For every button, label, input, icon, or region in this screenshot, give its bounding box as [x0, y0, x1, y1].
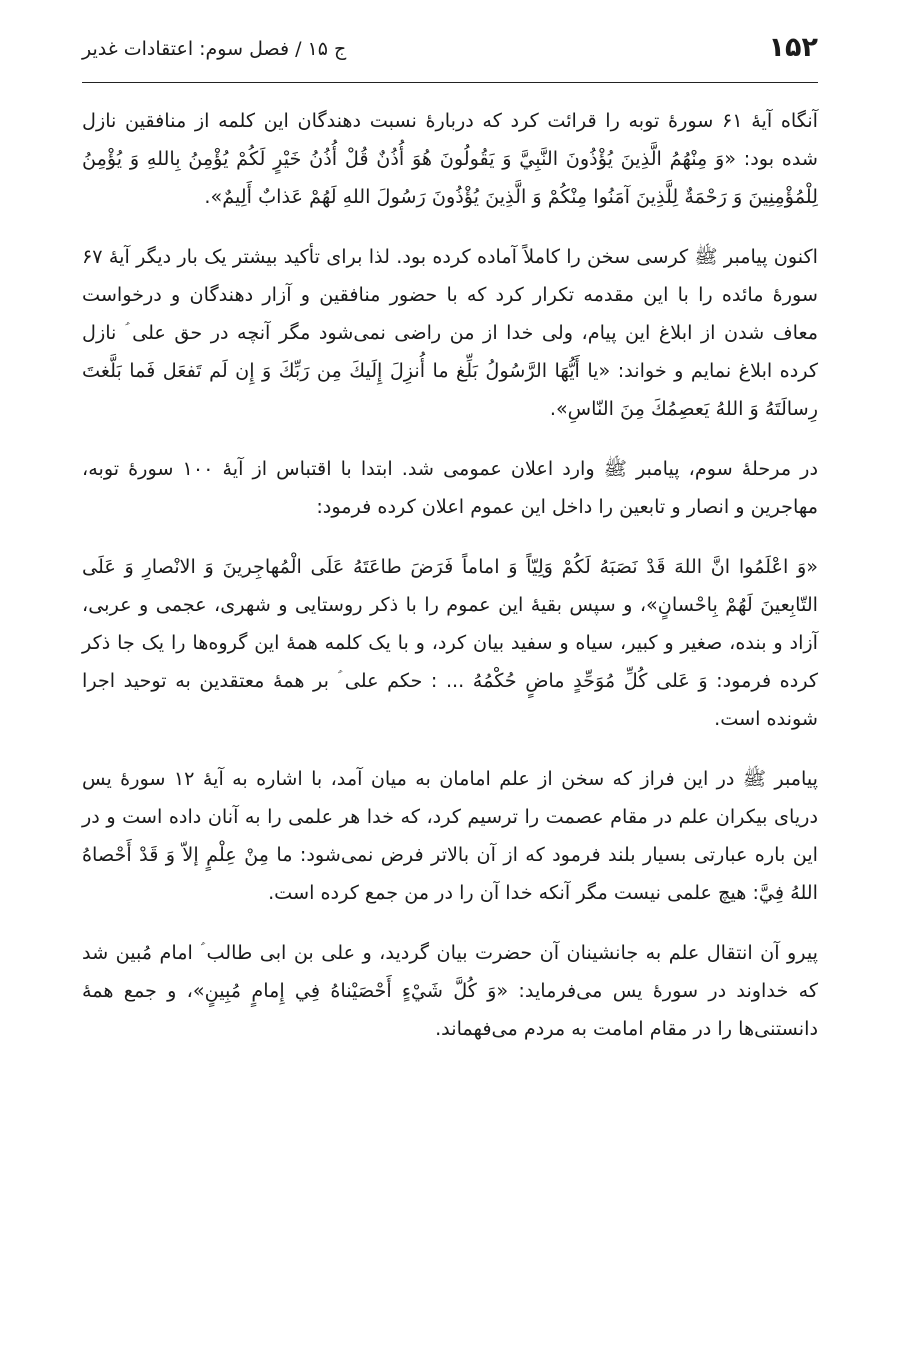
- paragraph: آنگاه آیهٔ ۶۱ سورهٔ توبه را قرائت کرد که دربارهٔ نسبت دهندگان این کلمه از منافقین نازل شده بود: «وَ مِنْهُمُ الَّذِينَ يُؤْذُونَ النَّبِيَّ وَ يَقُولُونَ هُوَ أُذُنٌ قُلْ أُذُنُ خَيْرٍ لَكُمْ يُؤْمِنُ بِاللهِ وَ يُؤْمِنُ لِلْمُؤْمِنِينَ وَ رَحْمَةٌ لِلَّذِينَ آمَنُوا مِنْكُمْ وَ الَّذِينَ يُؤْذُونَ رَسُولَ اللهِ لَهُمْ عَذابٌ أَلِيمٌ».: [82, 109, 819, 208]
- page-body: [82, 102, 818, 1070]
- paragraph: اکنون پیامبر ﷺ کرسی سخن را کاملاً آماده کرده بود. لذا برای تأکید بیشتر یک بار دیگر آیهٔ ۶۷ سورهٔ مائده را با این مقدمه تکرار کرد که با حضور منافقین و آزار دهندگان و درخواست معاف شدن از ابلاغ این پیام، ولی خدا از من راضی نمی‌شود مگر آنچه در حق علی ؑ نازل کرده ابلاغ نمایم و خواند: «يا أَيُّهَا الرَّسُولُ بَلِّغ ما أُنزِلَ إِلَيكَ مِن رَبِّكَ وَ إِن لَم تَفعَل فَما بَلَّغتَ رِسالَتَهُ وَ اللهُ يَعصِمُكَ مِنَ النّاسِ».: [82, 245, 818, 420]
- page-number: ۱۵۲: [768, 32, 818, 63]
- paragraph: پیرو آن انتقال علم به جانشینان آن حضرت بیان گردید، و علی بن ابی طالب ؑ امام مُبین شد که خداوند در سورهٔ یس می‌فرماید: «وَ كُلَّ شَيْءٍ أَحْصَيْناهُ فِي إِمامٍ مُبِينٍ»، و جمع همهٔ دانستنی‌ها را در مقام امامت به مردم می‌فهماند.: [82, 941, 818, 1040]
- page-header: [82, 30, 818, 83]
- paragraph: پیامبر ﷺ در این فراز که سخن از علم امامان به میان آمد، با اشاره به آیهٔ ۱۲ سورهٔ یس دریای بیکران علم در مقام عصمت را ترسیم کرد، که خدا هر علمی را به آنان داده است و در این باره عبارتی بسیار بلند فرمود که از آن بالاتر فرض نمی‌شود: ما مِنْ عِلْمٍ إلاّ وَ قَدْ أَحْصاهُ اللهُ فِيَّ: هیچ علمی نیست مگر آنکه خدا آن را در من جمع کرده است.: [82, 767, 819, 904]
- paragraph: «وَ اعْلَمُوا انَّ اللهَ قَدْ نَصَبَهُ لَكُمْ وَلِيّاً وَ اماماً فَرَضَ طاعَتَهُ عَلَى الْمُهاجِرينَ وَ الانْصارِ وَ عَلَى التّابِعينَ لَهُمْ بِاحْسانٍ»، و سپس بقیهٔ این عموم را با ذکر روستایی و شهری، عجمی و عربی، آزاد و بنده، صغیر و کبیر، سیاه و سفید بیان کرد، و با یک کلمه همهٔ این گروه‌ها را یک جا ذکر کرده فرمود: وَ عَلى كُلِّ مُوَحِّدٍ ماضٍ حُكْمُهُ ... : حکم علی ؑ بر همهٔ معتقدین به توحید اجرا شونده است.: [82, 555, 818, 730]
- paragraph: در مرحلهٔ سوم، پیامبر ﷺ وارد اعلان عمومی شد. ابتدا با اقتباس از آیهٔ ۱۰۰ سورهٔ توبه، مهاجرین و انصار و تابعین را داخل این عموم اعلان کرده فرمود:: [82, 457, 818, 518]
- running-title: ج ۱۵ / فصل سوم: اعتقادات غدیر: [82, 38, 347, 60]
